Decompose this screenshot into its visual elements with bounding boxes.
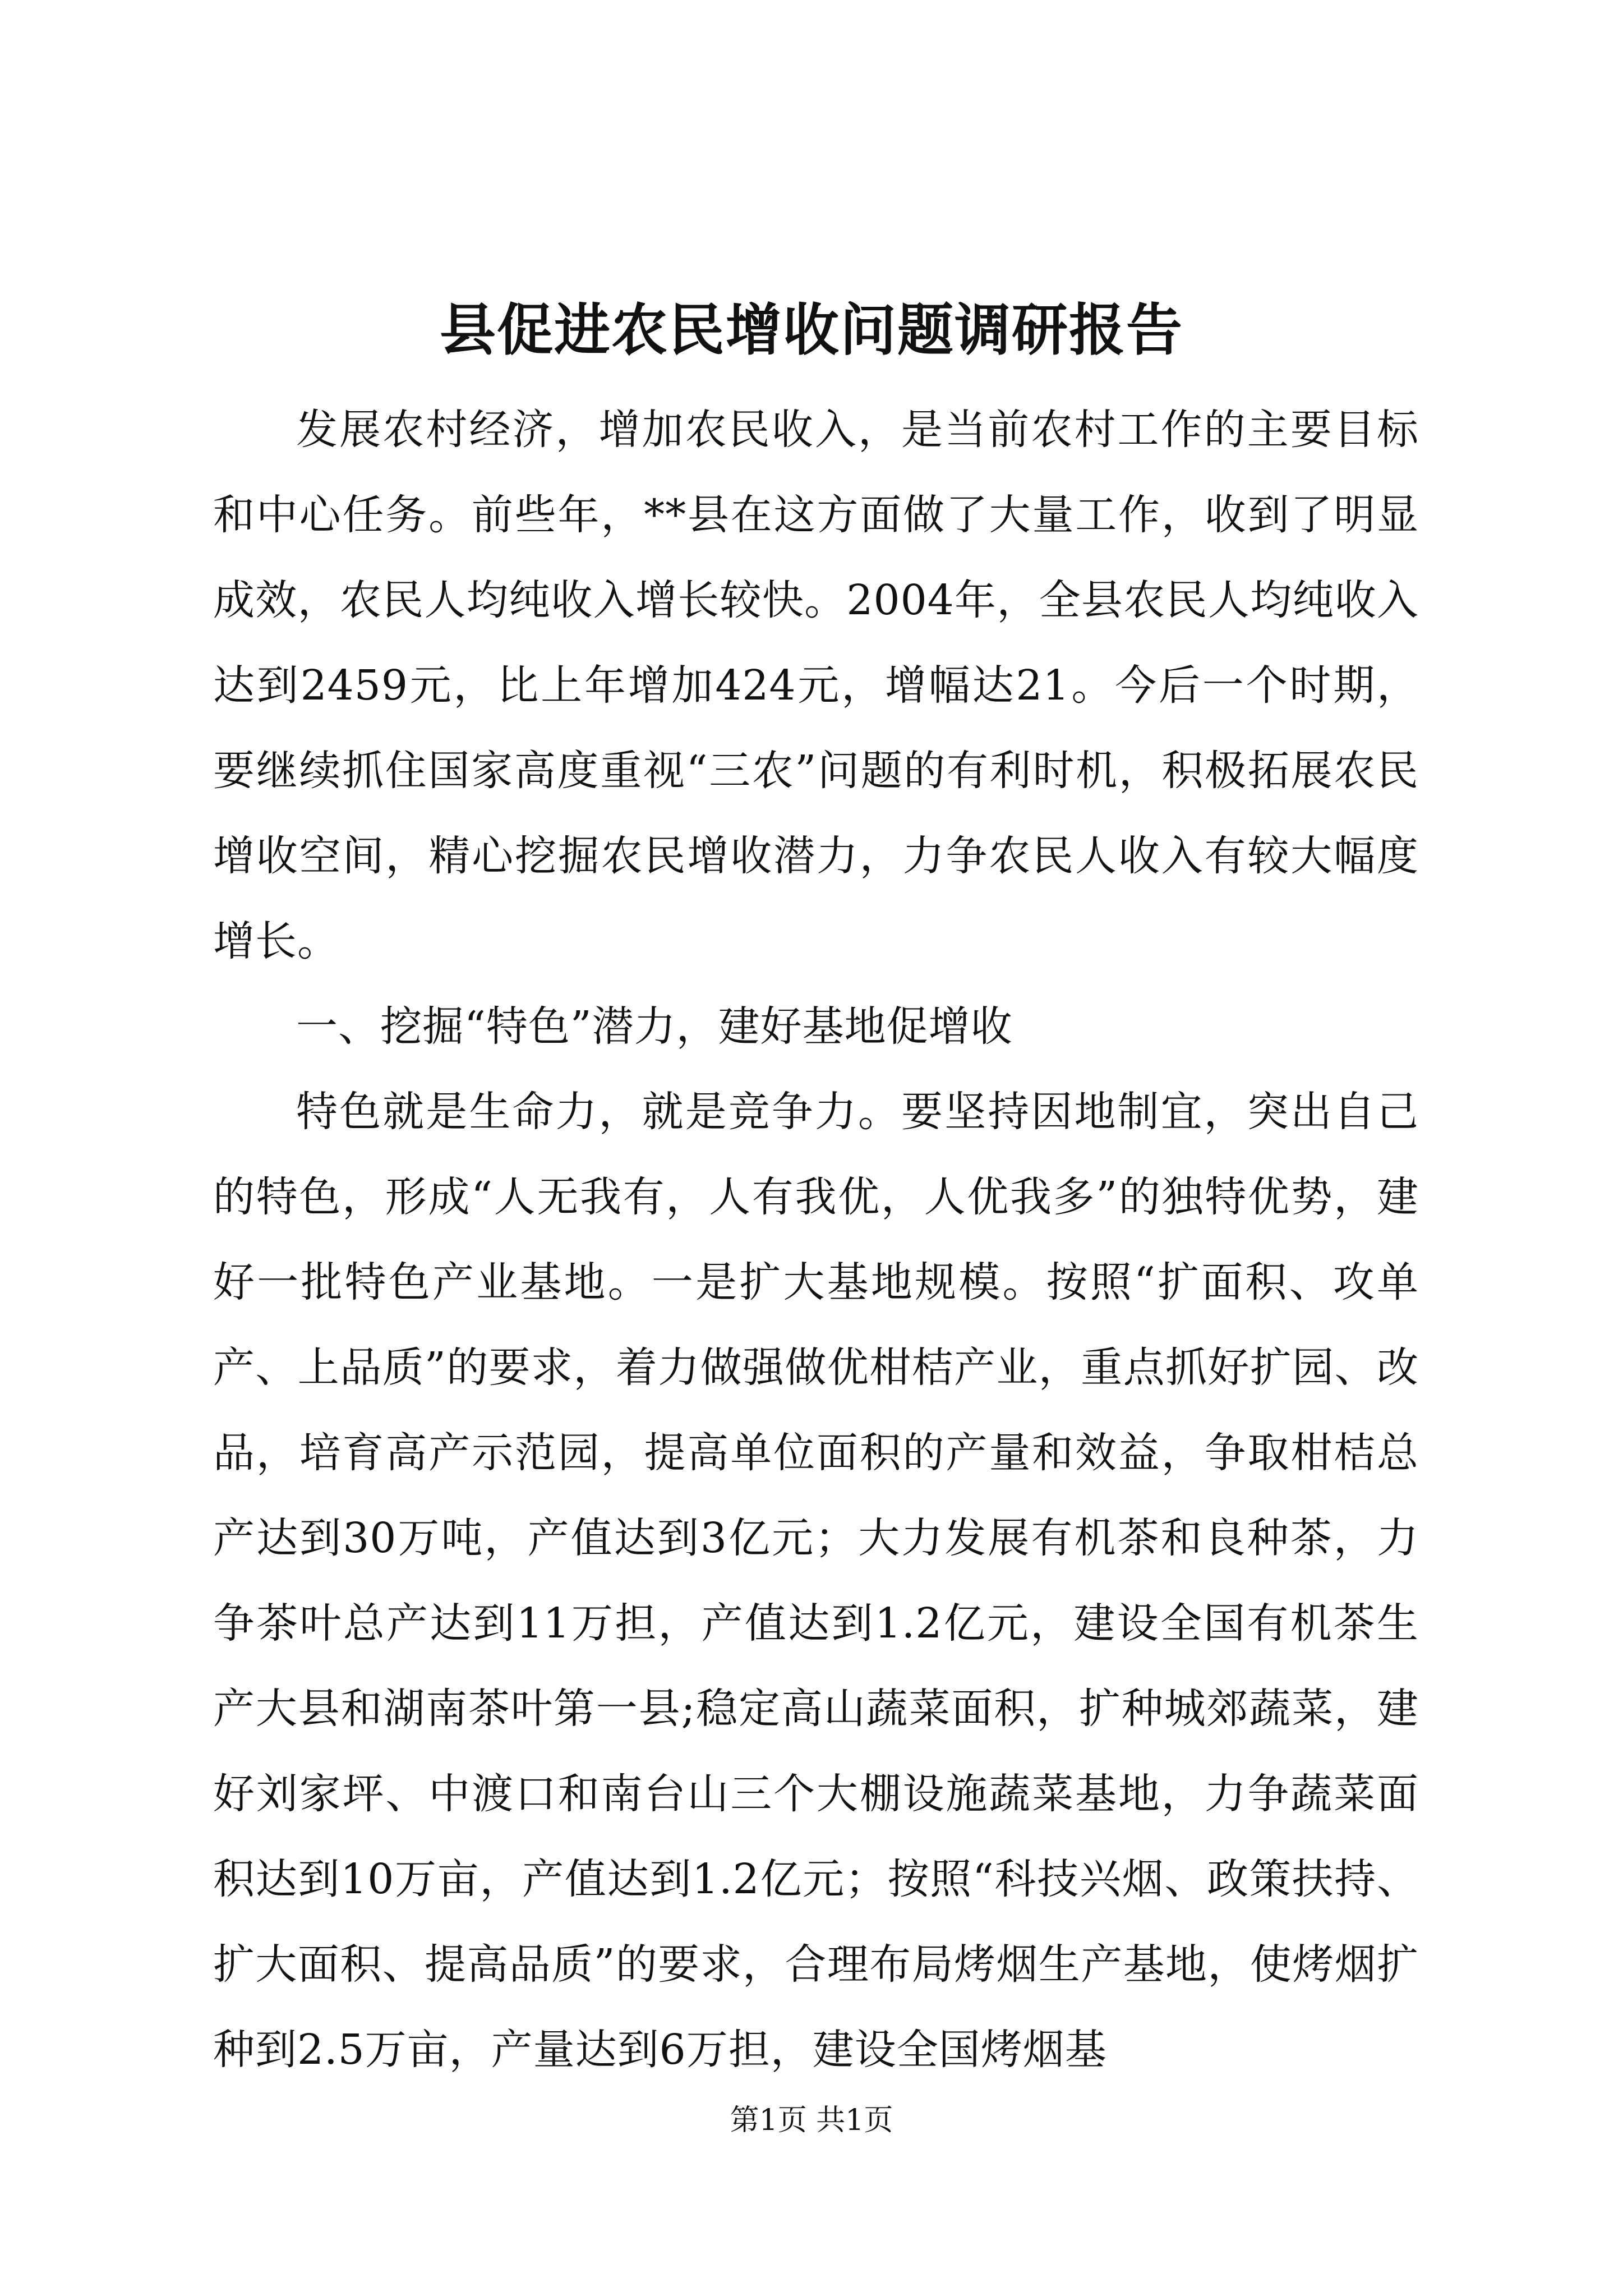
paragraph-section-1: 特色就是生命力，就是竞争力。要坚持因地制宜，突出自己的特色，形成“人无我有，人有我优，人优我多”的独特优势，建好一批特色产业基地。一是扩大基地规模。按照“扩面积、攻单产、上品质”的要求，着力做强做优柑桔产业，重点抓好扩园、改品，培育高产示范园，提高单位面积的产量和效益，争取柑桔总产达到30万吨，产值达到3亿元；大力发展有机茶和良种茶，力争茶叶总产达到11万担，产值达到1.2亿元，建设全国有机茶生产大县和湖南茶叶第一县;稳定高山蔬菜面积，扩种城郊蔬菜，建好刘家坪、中渡口和南台山三个大棚设施蔬菜基地，力争蔬菜面积达到10万亩，产值达到1.2亿元；按照“科技兴烟、政策扶持、扩大面积、提高品质”的要求，合理布局烤烟生产基地，使烤烟扩种到2.5万亩，产量达到6万担，建设全国烤烟基 <box>213 1088 1419 2074</box>
paragraph-intro: 发展农村经济，增加农民收入，是当前农村工作的主要目标和中心任务。前些年，**县在这方面做了大量工作，收到了明显成效，农民人均纯收入增长较快。2004年，全县农民人均纯收入达到2459元，比上年增加424元，增幅达21。今后一个时期，要继续抓住国家高度重视“三农”问题的有利时机，积极拓展农民增收空间，精心挖掘农民增收潜力，力争农民人收入有较大幅度增长。 <box>213 406 1419 965</box>
page-number-footer: 第1页 共1页 <box>730 2104 893 2137</box>
section-heading-1: 一、挖掘“特色”潜力，建好基地促增收 <box>296 1002 1013 1051</box>
document-title: 县促进农民增收问题调研报告 <box>440 297 1183 363</box>
document-body <box>213 387 1419 2092</box>
